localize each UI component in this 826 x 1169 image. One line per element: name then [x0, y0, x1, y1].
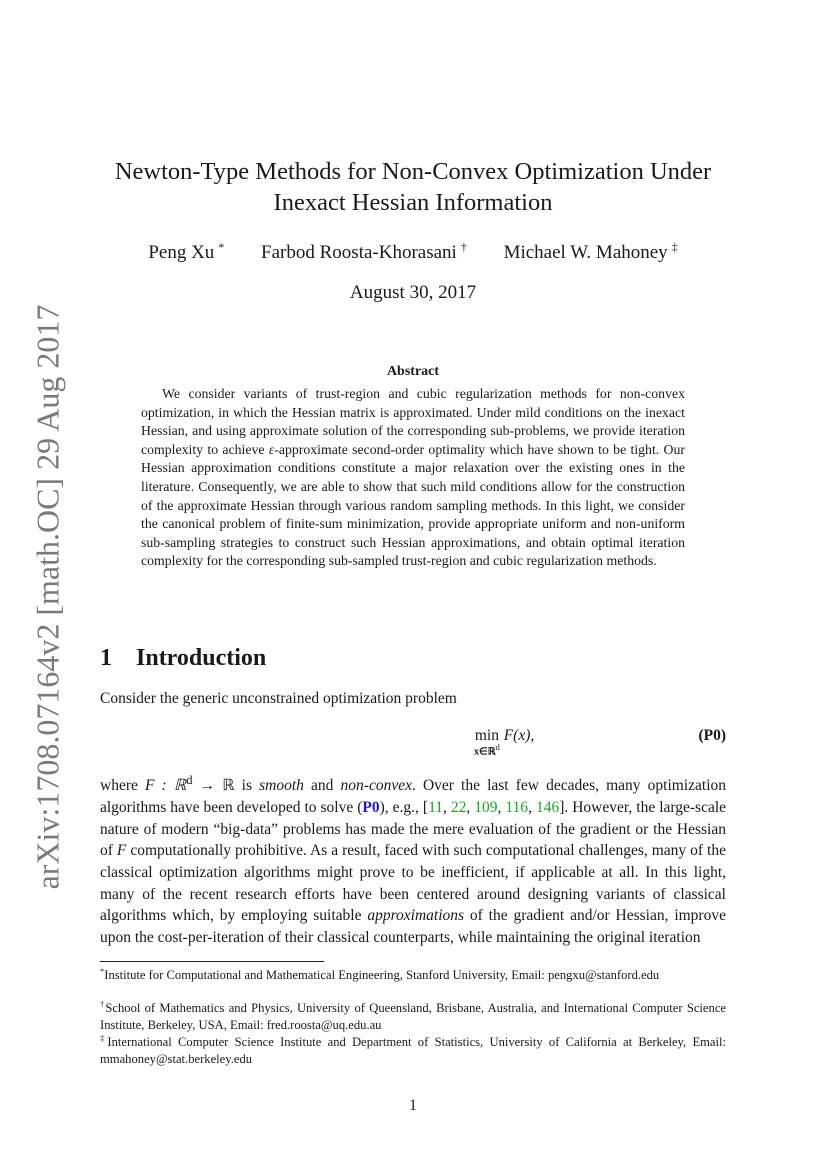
emph-smooth: smooth: [259, 777, 304, 795]
author-footnote-mark[interactable]: *: [218, 240, 225, 254]
title-line-2: Inexact Hessian Information: [273, 189, 553, 216]
title-line-1: Newton-Type Methods for Non-Convex Optimization Under: [114, 158, 712, 185]
arxiv-identifier: arXiv:1708.07164v2 [math.OC] 29 Aug 2017: [29, 304, 66, 890]
citation-separator: ,: [528, 798, 536, 816]
footnote-3: [100, 1030, 726, 1068]
citation-link[interactable]: 22: [450, 798, 467, 816]
equation-ref-link[interactable]: P0: [362, 798, 380, 816]
footnote-mark: ‡: [100, 1033, 108, 1043]
author-footnote-mark[interactable]: ‡: [671, 240, 678, 254]
abstract-heading: Abstract: [386, 364, 440, 379]
author-list: [0, 240, 826, 264]
footnote-text: Institute for Computational and Mathematical Engineering, Stanford University, Email: pengxu@stanford.edu: [104, 968, 660, 982]
min-subscript: [474, 743, 500, 757]
paper-title: [0, 156, 826, 218]
emph-approximations: approximations: [367, 907, 465, 925]
page-number: 1: [409, 1097, 417, 1114]
author-footnote-mark[interactable]: †: [460, 240, 467, 254]
section-title: Introduction: [136, 645, 267, 671]
min-label: min: [474, 727, 499, 744]
abstract-body: [141, 385, 685, 571]
author-1: [148, 240, 224, 264]
para-text: ), e.g., [: [379, 798, 429, 816]
citation-link[interactable]: 116: [505, 798, 529, 816]
citation-separator: ,: [497, 798, 506, 816]
min-subscript-power: d: [495, 743, 500, 752]
epsilon-symbol: ε: [268, 441, 275, 457]
math-F: F: [116, 842, 127, 860]
paper-date: August 30, 2017: [349, 282, 477, 303]
intro-paragraph: [100, 769, 726, 949]
citation-link[interactable]: 11: [428, 798, 443, 816]
citation-separator: ,: [443, 798, 451, 816]
citation-link[interactable]: 109: [474, 798, 498, 816]
author-name: Michael W. Mahoney: [503, 242, 668, 263]
emph-non-convex: non-convex: [340, 777, 412, 795]
equation-tag: (P0): [698, 727, 726, 744]
author-name: Farbod Roosta-Khorasani: [261, 242, 457, 263]
footnote-divider: [100, 961, 324, 962]
min-operator: [474, 727, 500, 757]
footnote-text: International Computer Science Institute and Department of Statistics, University of California at Berkeley, Email: mmahoney@stat.berkeley.edu: [100, 1035, 727, 1066]
abstract-text-2: -approximate second-order optimality which have shown to be tight. Our Hessian approximation conditions constitute a major relaxation over the existing ones in the literature. Consequently, we are able to show that such mild conditions allow for the construction of the approximate Hessian through various random sampling methods. In this light, we consider the canonical problem of finite-sum minimization, provide appropriate uniform and non-uniform sub-sampling strategies to construct such Hessian approximations, and obtain optimal iteration complexity for the corresponding sub-sampled trust-region and cubic regularization methods.: [141, 441, 685, 569]
footnote-1: [100, 963, 726, 984]
math-d: d: [186, 772, 193, 787]
equation-p0: [100, 724, 726, 758]
para-text: → ℝ is: [192, 777, 260, 795]
author-name: Peng Xu: [148, 242, 215, 263]
author-2: [261, 240, 467, 264]
equation-expression: F(x),: [503, 727, 535, 744]
para-text: of the gradient and/or Hessian, improve upon the cost-per-iteration of their classical counterparts, while maintaining the original iteration: [100, 907, 726, 947]
para-text: ]. However, the large-scale nature of modern “big-data” problems has made the mere evaluation of the gradient or the Hessian of: [100, 798, 727, 860]
author-3: [504, 240, 678, 264]
para-text: and: [303, 777, 341, 795]
footnote-2: [100, 996, 726, 1034]
citation-link[interactable]: 146: [535, 798, 560, 816]
math-F: F : ℝ: [144, 777, 187, 795]
para-text: computationally prohibitive. As a result, faced with such computational challenges, many of the classical optimization algorithms might prove to be inefficient, if applicable at all. In this light, many of the recent research efforts have been centered around designing variants of classical algorithms which, by employing suitable: [100, 842, 726, 925]
section-heading: [100, 645, 266, 672]
para-text: . Over the last few decades, many optimization algorithms have been developed to solve (: [100, 777, 726, 816]
footnote-text: School of Mathematics and Physics, University of Queensland, Brisbane, Australia, and International Computer Science Institute, Berkeley, USA, Email: fred.roosta@uq.edu.au: [100, 1001, 726, 1032]
citation-separator: ,: [466, 798, 475, 816]
min-subscript-text: x∈ℝ: [474, 746, 496, 758]
intro-sentence: Consider the generic unconstrained optimization problem: [100, 690, 457, 707]
equation-body: [474, 727, 534, 757]
para-text: where: [100, 777, 145, 795]
abstract-text-1: We consider variants of trust-region and cubic regularization methods for non-convex optimization, in which the Hessian matrix is approximated. Under mild conditions on the inexact Hessian, and using approximate solution of the corresponding sub-problems, we provide iteration complexity to achieve: [141, 386, 685, 457]
footnote-mark: *: [100, 966, 105, 976]
footnote-mark: †: [100, 999, 106, 1009]
section-number: 1: [100, 645, 112, 671]
